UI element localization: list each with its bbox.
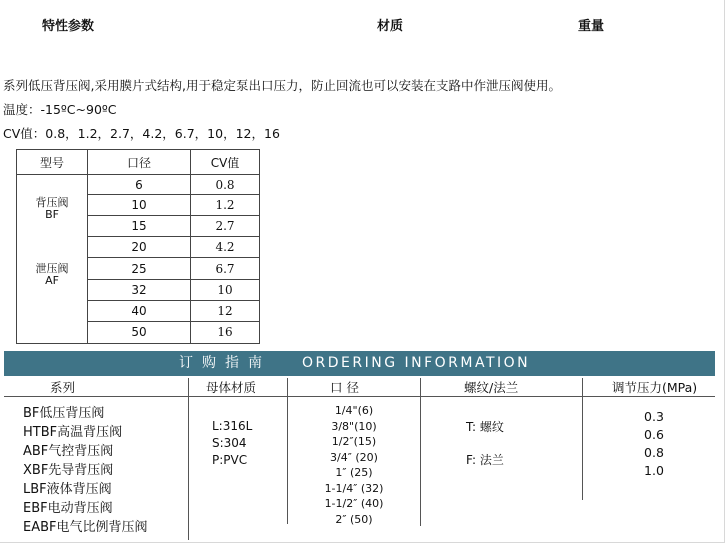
list-item: BF低压背压阀 (23, 406, 105, 421)
cv-cell: 0.8 (191, 175, 260, 195)
group-name-af: 泄压阀 (35, 262, 69, 275)
list-item: HTBF高温背压阀 (23, 425, 123, 440)
list-item: 1.0 (644, 463, 664, 478)
ordering-header-series: 系列 (50, 380, 76, 395)
pressure-list (583, 408, 725, 480)
model-group-cell (17, 175, 88, 344)
list-item: ABF气控背压阀 (23, 444, 114, 459)
list-item: 1/4"(6) (334, 404, 374, 417)
size-cell: 50 (88, 321, 191, 343)
list-item: 2″ (50) (335, 512, 373, 526)
size-cell: 6 (88, 175, 191, 195)
ordering-header-connection: 螺纹/法兰 (464, 380, 519, 395)
table-row (17, 175, 260, 195)
series-list (23, 404, 148, 537)
list-item: 0.8 (644, 445, 664, 460)
size-list (290, 403, 418, 527)
spec-table (16, 149, 260, 344)
group-code-af: AF (45, 274, 59, 287)
group-code-bf: BF (45, 208, 59, 221)
ordering-title-cn: 订购指南 (179, 355, 271, 371)
list-item: S:304 (212, 436, 247, 450)
size-cell: 25 (88, 258, 191, 279)
list-item: T: 螺纹 (466, 420, 504, 434)
temperature-text: 温度：-15ºC~90ºC (3, 102, 117, 117)
ordering-header-divider (4, 396, 715, 397)
size-cell: 10 (88, 195, 191, 216)
cv-cell: 1.2 (191, 195, 260, 216)
column-divider (188, 378, 189, 540)
material-list (212, 418, 252, 469)
column-divider (287, 378, 288, 524)
list-item: 1-1/2″ (40) (324, 497, 384, 510)
size-cell: 20 (88, 237, 191, 258)
list-item: F: 法兰 (466, 453, 504, 467)
list-item: EABF电气比例背压阀 (23, 520, 148, 535)
list-item: 3/4″ (20) (330, 450, 378, 464)
cv-cell: 6.7 (191, 258, 260, 279)
list-item: LBF液体背压阀 (23, 482, 112, 497)
cv-cell: 16 (191, 321, 260, 343)
ordering-header-material: 母体材质 (206, 380, 257, 395)
size-cell: 40 (88, 300, 191, 321)
list-item: 0.3 (644, 409, 664, 424)
ordering-title-en: ORDERING INFORMATION (302, 355, 531, 371)
cv-cell: 12 (191, 300, 260, 321)
ordering-header-size: 口 径 (330, 380, 359, 395)
table-header-model: 型号 (17, 150, 88, 175)
group-name-bf: 背压阀 (35, 196, 69, 209)
tab-weight[interactable]: 重量 (578, 19, 605, 34)
cv-cell: 4.2 (191, 237, 260, 258)
cv-cell: 2.7 (191, 216, 260, 237)
cv-values-text: CV值：0.8，1.2，2.7，4.2，6.7，10，12，16 (3, 126, 280, 141)
table-header-cv: CV值 (191, 150, 260, 175)
ordering-header-pressure: 调节压力(MPa) (612, 380, 698, 395)
table-header-size: 口径 (88, 150, 191, 175)
description-text: 系列低压背压阀,采用膜片式结构,用于稳定泵出口压力，防止回流也可以安装在支路中作泄压阀使用。 (3, 78, 561, 93)
ordering-title-bar (4, 351, 715, 376)
connection-list (466, 418, 504, 468)
list-item: 1/2″(15) (331, 435, 377, 448)
list-item: 0.6 (644, 427, 664, 442)
tab-material[interactable]: 材质 (377, 19, 404, 34)
cv-cell: 10 (191, 279, 260, 300)
list-item: L:316L (212, 419, 253, 433)
list-item: 3/8"(10) (331, 419, 377, 433)
size-cell: 15 (88, 216, 191, 237)
size-cell: 32 (88, 279, 191, 300)
list-item: 1″ (25) (335, 466, 373, 479)
list-item: 1-1/4″ (32) (324, 481, 384, 495)
column-divider (420, 378, 421, 526)
tab-spec[interactable]: 特性参数 (42, 19, 95, 34)
list-item: EBF电动背压阀 (23, 501, 113, 516)
list-item: P:PVC (212, 453, 248, 467)
list-item: XBF先导背压阀 (23, 463, 114, 478)
